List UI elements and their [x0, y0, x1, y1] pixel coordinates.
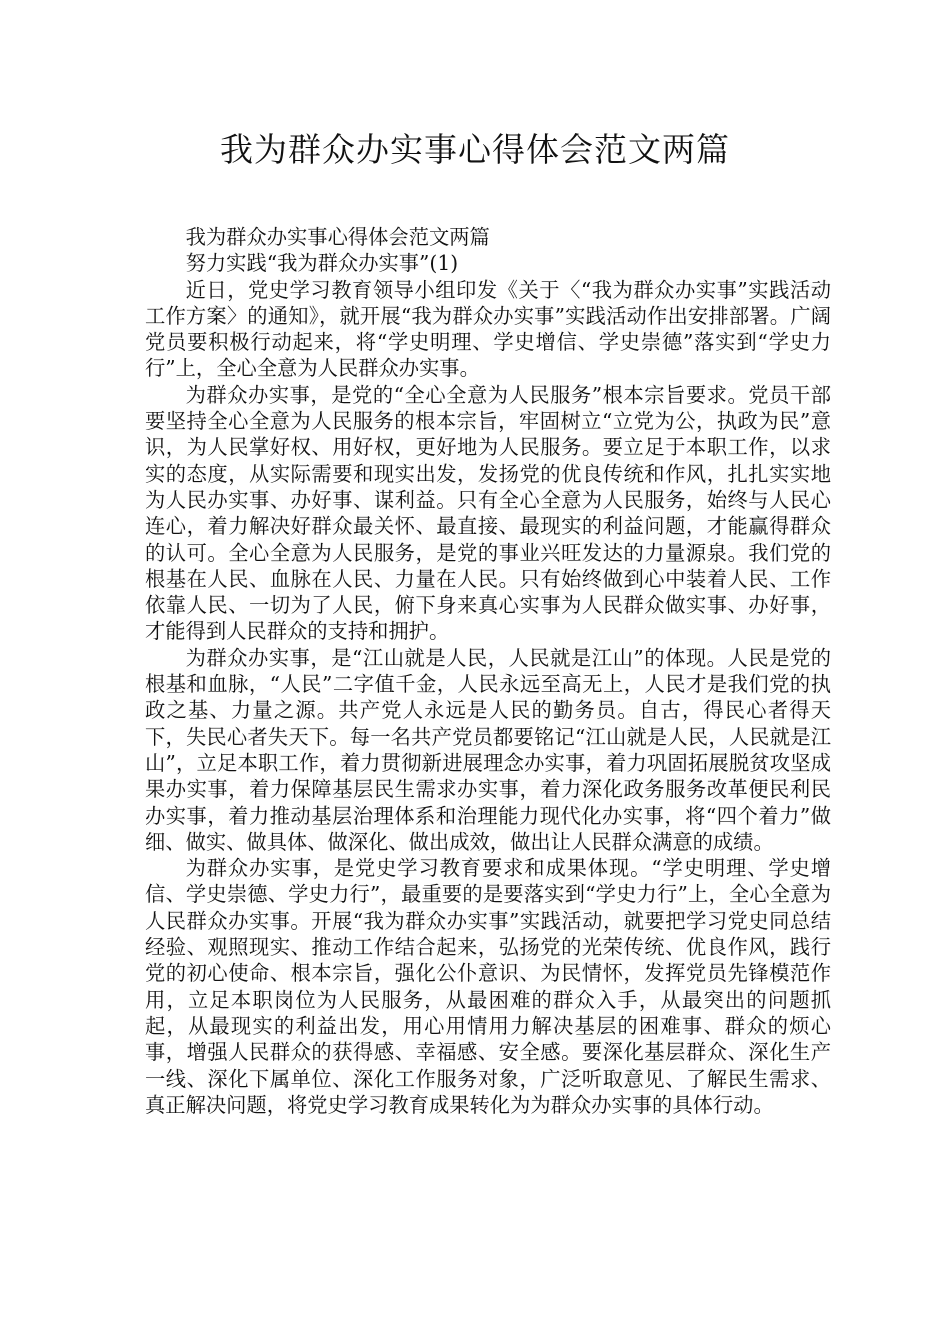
paragraph: 近日，党史学习教育领导小组印发《关于〈“我为群众办实事”实践活动工作方案〉的通知》，就开展“我为群众办实事”实践活动作出安排部署。广阔党员要积极行动起来，将“学史明理、学史增信、学史崇德”落实到“学史力行”上，全心全意为人民群众办实事。 — [145, 277, 831, 381]
document-title: 我为群众办实事心得体会范文两篇 — [220, 130, 730, 169]
paragraph: 为群众办实事，是党史学习教育要求和成果体现。“学史明理、学史增信、学史崇德、学史力行”，最重要的是要落实到“学史力行”上，全心全意为人民群众办实事。开展“我为群众办实事”实践活动，就要把学习党史同总结经验、观照现实、推动工作结合起来，弘扬党的光荣传统、优良作风，践行党的初心使命、根本宗旨，强化公仆意识、为民情怀，发挥党员先锋模范作用，立足本职岗位为人民服务，从最困难的群众入手，从最突出的问题抓起，从最现实的利益出发，用心用情用力解决基层的困难事、群众的烦心事，增强人民群众的获得感、幸福感、安全感。要深化基层群众、深化生产一线、深化下属单位、深化工作服务对象，广泛听取意见、了解民生需求、真正解决问题，将党史学习教育成果转化为为群众办实事的具体行动。 — [145, 856, 831, 1117]
section-heading: 努力实践“我为群众办实事”(1) — [185, 251, 459, 276]
paragraph: 为群众办实事，是党的“全心全意为人民服务”根本宗旨要求。党员干部要坚持全心全意为人民服务的根本宗旨，牢固树立“立党为公，执政为民”意识，为人民掌好权、用好权，更好地为人民服务。要立足于本职工作，以求实的态度，从实际需要和现实出发，发扬党的优良传统和作风，扎扎实实地为人民办实事、办好事、谋利益。只有全心全意为人民服务，始终与人民心连心，着力解决好群众最关怀、最直接、最现实的利益问题，才能赢得群众的认可。全心全意为人民服务，是党的事业兴旺发达的力量源泉。我们党的根基在人民、血脉在人民、力量在人民。只有始终做到心中装着人民、工作依靠人民、一切为了人民，俯下身来真心实事为人民群众做实事、办好事，才能得到人民群众的支持和拥护。 — [145, 382, 831, 644]
document-subtitle: 我为群众办实事心得体会范文两篇 — [185, 225, 490, 249]
document-body — [145, 224, 831, 1118]
paragraph: 为群众办实事，是“江山就是人民，人民就是江山”的体现。人民是党的根基和血脉，“人民”二字值千金，人民永远至高无上，人民才是我们党的执政之基、力量之源。共产党人永远是人民的勤务员。自古，得民心者得天下，失民心者失天下。每一名共产党员都要铭记“江山就是人民，人民就是江山”，立足本职工作，着力贯彻新进展理念办实事，着力巩固拓展脱贫攻坚成果办实事，着力保障基层民生需求办实事，着力深化政务服务改革便民利民办实事，着力推动基层治理体系和治理能力现代化办实事，将“四个着力”做细、做实、做具体、做深化、做出成效，做出让人民群众满意的成绩。 — [145, 645, 831, 854]
